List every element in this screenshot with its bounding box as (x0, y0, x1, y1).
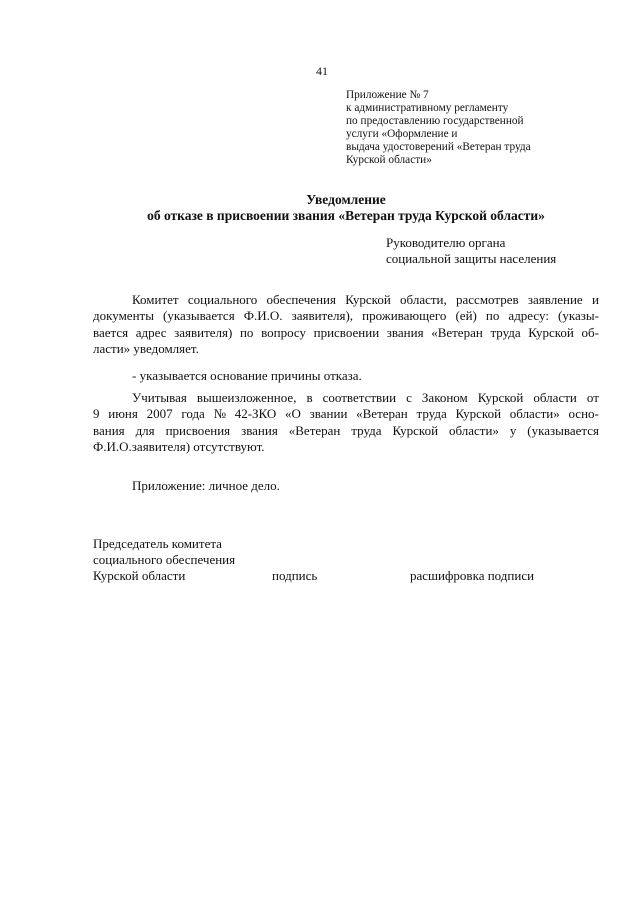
document-title: Уведомление (306, 192, 386, 207)
addressee-line: социальной защиты населения (386, 251, 557, 266)
paragraph-line: - указывается основание причины отказа. (132, 368, 362, 383)
appendix-reference (346, 89, 576, 167)
appendix-line: Курской области» (346, 154, 432, 166)
signatory-line: социального обеспечения (93, 552, 236, 567)
paragraph-line: вания для присвоения звания «Ветеран труда Курской области» у (указывается (93, 422, 599, 438)
addressee-block (386, 235, 556, 267)
page-number: 41 (316, 64, 328, 78)
paragraph-line: ласти» уведомляет. (93, 341, 199, 357)
document-subtitle: об отказе в присвоении звания «Ветеран труда Курской области» (147, 208, 545, 223)
signature-decode-label: расшифровка подписи (410, 568, 535, 583)
paragraph-line: Ф.И.О.заявителя) отсутствуют. (93, 439, 265, 455)
body-paragraph-1 (93, 292, 599, 358)
paragraph-line: Комитет социального обеспечения Курской области, рассмотрев заявление и (132, 292, 599, 307)
body-paragraph-2 (132, 368, 362, 384)
addressee-line: Руководителю органа (386, 235, 506, 250)
paragraph-line: Учитывая вышеизложенное, в соответствии с Законом Курской области от (132, 390, 599, 405)
appendix-line: услуги «Оформление и (346, 128, 458, 140)
paragraph-line: вается адрес заявителя) по вопросу присвоении звания «Ветеран труда Курской об- (93, 324, 599, 340)
body-paragraph-3 (93, 390, 599, 456)
appendix-line: по предоставлению государственной (346, 115, 524, 127)
appendix-line: выдача удостоверений «Ветеран труда (346, 141, 531, 153)
appendix-line: Приложение № 7 (346, 89, 429, 101)
signatory-line: Председатель комитета (93, 536, 222, 551)
signatory-position (93, 536, 235, 584)
paragraph-line: 9 июня 2007 года № 42-ЗКО «О звании «Ветеран труда Курской области» осно- (93, 406, 599, 422)
signature-label: подпись (272, 568, 318, 583)
paragraph-line: документы (указывается Ф.И.О. заявителя), проживающего (ей) по адресу: (указы- (93, 308, 599, 324)
signatory-line: Курской области (93, 568, 186, 583)
attachment-note (132, 478, 280, 494)
paragraph-line: Приложение: личное дело. (132, 478, 280, 493)
appendix-line: к административному регламенту (346, 102, 509, 114)
